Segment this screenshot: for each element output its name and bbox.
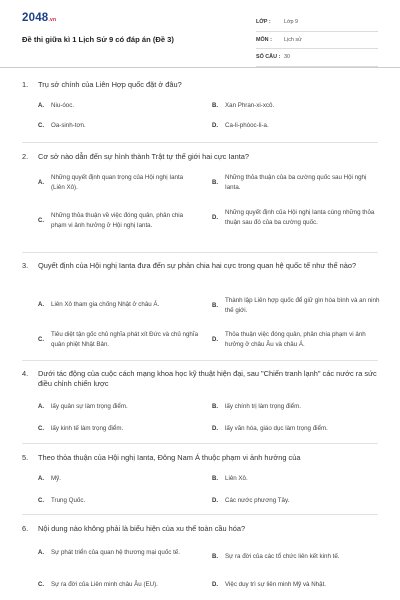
option-c[interactable] [38,580,198,590]
option-d[interactable] [212,496,380,506]
option-text: Tiêu diệt tận gốc chủ nghĩa phát xít Đức và chủ nghĩa quân phiệt Nhật Bản. [51,331,199,348]
option-text: Sự ra đời của Liên minh châu Âu (EU). [51,581,158,588]
option-letter: C. [38,217,44,224]
question-text: Nội dung nào không phải là biểu hiện của xu thế toàn cầu hóa? [38,524,246,533]
question-number: 5. [22,453,29,462]
option-letter: C. [38,336,44,343]
option-letter: A. [38,403,44,410]
option-letter: A. [38,102,44,109]
option-a[interactable] [38,300,198,310]
option-text: lấy kinh tế làm trọng điểm. [51,425,124,432]
option-letter: D. [212,336,218,343]
option-text: Thỏa thuận việc đóng quân, phân chia phạm vi ảnh hưởng ở châu Âu và châu Á. [225,331,366,348]
option-letter: D. [212,425,218,432]
question-divider [22,360,378,361]
option-letter: A. [38,475,44,482]
meta-subject-row [256,34,378,50]
option-text: Liên Xô tham gia chống Nhật ở châu Á. [51,301,160,308]
option-letter: B. [212,302,218,309]
option-letter: B. [212,475,218,482]
question-divider [22,142,378,143]
question-text: Cơ sở nào dẫn đến sự hình thành Trật tự thế giới hai cực Ianta? [38,152,249,161]
question-4 [22,369,380,441]
question-3 [22,261,380,356]
question-text: Trụ sở chính của Liên Hợp quốc đặt ở đâu? [38,80,182,89]
meta-count-row [256,51,378,67]
question-number: 1. [22,80,29,89]
option-d[interactable] [212,208,380,227]
question-text: Dưới tác động của cuộc cách mạng khoa học kỹ thuật hiện đại, sau "Chiến tranh lạnh" các nước ra sức điều chỉnh chiến lược [38,369,377,389]
option-c[interactable] [38,424,198,434]
question-divider [22,443,378,444]
logo-tld: .vn [48,17,57,23]
option-b[interactable] [212,552,380,562]
option-letter: B. [212,403,218,410]
option-letter: C. [38,581,44,588]
option-letter: C. [38,497,44,504]
option-letter: D. [212,581,218,588]
option-b[interactable] [212,296,380,315]
option-text: Trung Quốc. [51,497,86,504]
option-letter: C. [38,122,44,129]
option-b[interactable] [212,173,380,192]
option-letter: C. [38,425,44,432]
option-b[interactable] [212,474,380,484]
option-a[interactable] [38,474,198,484]
option-a[interactable] [38,173,198,192]
question-divider [22,252,378,253]
question-1 [22,80,380,130]
question-5 [22,453,380,511]
option-d[interactable] [212,580,380,590]
option-letter: D. [212,214,218,221]
option-letter: A. [38,179,44,186]
option-b[interactable] [212,402,380,412]
option-text: Sự phát triển của quan hệ thương mại quốc tế. [51,549,180,556]
page-title: Đề thi giữa kì 1 Lịch Sử 9 có đáp án (Đề 3) [22,35,174,44]
question-number: 3. [22,261,29,270]
option-letter: A. [38,549,44,556]
option-text: Sự ra đời của các tổ chức liên kết kinh tế. [225,553,340,560]
option-text: Những quyết định quan trọng của Hội nghị Ianta (Liên Xô). [51,174,184,191]
question-number: 4. [22,369,29,378]
question-2 [22,152,380,247]
option-text: lấy chính trị làm trọng điểm. [225,403,301,410]
option-letter: A. [38,301,44,308]
option-letter: D. [212,497,218,504]
meta-label: MÔN : [256,36,272,43]
option-d[interactable] [212,121,380,131]
exam-meta [256,16,378,69]
meta-value: Lịch sử [284,36,302,43]
option-letter: B. [212,102,218,109]
meta-value: 30 [284,54,290,60]
option-text: Ca-li-phóoc-li-a. [225,122,269,129]
option-text: lấy quân sự làm trọng điểm. [51,403,128,410]
meta-label: LỚP : [256,19,271,25]
option-text: Thành lập Liên hợp quốc để giữ gìn hòa bình và an ninh thế giới. [225,297,380,314]
meta-label: SỐ CÂU : [256,54,281,60]
option-text: Những quyết định của Hội nghị Ianta cùng những thỏa thuận sau đó của ba cường quốc. [225,209,375,226]
logo-name: 2048 [22,12,49,24]
option-a[interactable] [38,402,198,412]
option-a[interactable] [38,101,198,111]
option-a[interactable] [38,548,198,558]
option-text: Niu-óoc. [51,102,75,109]
option-text: Các nước phương Tây. [225,497,290,504]
option-letter: B. [212,553,218,560]
option-text: Việc duy trì sự liên minh Mỹ và Nhật. [225,581,327,588]
question-number: 6. [22,524,29,533]
option-c[interactable] [38,496,198,506]
option-text: lấy văn hóa, giáo dục làm trọng điểm. [225,425,328,432]
option-letter: D. [212,122,218,129]
option-c[interactable] [38,211,198,230]
option-text: Xan Phran-xi-xcô. [225,102,275,109]
option-text: Oa-sinh-tơn. [51,122,86,129]
meta-value: Lớp 9 [284,19,299,25]
option-d[interactable] [212,330,380,349]
option-c[interactable] [38,330,198,349]
option-d[interactable] [212,424,380,434]
option-letter: B. [212,179,218,186]
option-text: Những thỏa thuận về việc đóng quân, phân chia phạm vi ảnh hưởng ở Hội nghị Ianta. [51,212,184,229]
question-6 [22,524,380,596]
option-text: Những thỏa thuận của ba cường quốc sau Hội nghị Ianta. [225,174,367,191]
question-divider [22,514,378,515]
site-logo[interactable] [22,12,56,24]
option-text: Liên Xô. [225,475,248,482]
option-text: Mỹ. [51,475,61,482]
question-number: 2. [22,152,29,161]
header-divider [0,67,400,68]
question-text: Theo thỏa thuận của Hội nghị Ianta, Đông Nam Á thuộc phạm vi ảnh hưởng của [38,453,301,462]
option-c[interactable] [38,121,198,131]
meta-class-row [256,16,378,32]
option-b[interactable] [212,101,380,111]
question-text: Quyết định của Hội nghị Ianta đưa đến sự phản chia hai cực trong quan hệ quốc tế như thế nào? [38,261,357,270]
